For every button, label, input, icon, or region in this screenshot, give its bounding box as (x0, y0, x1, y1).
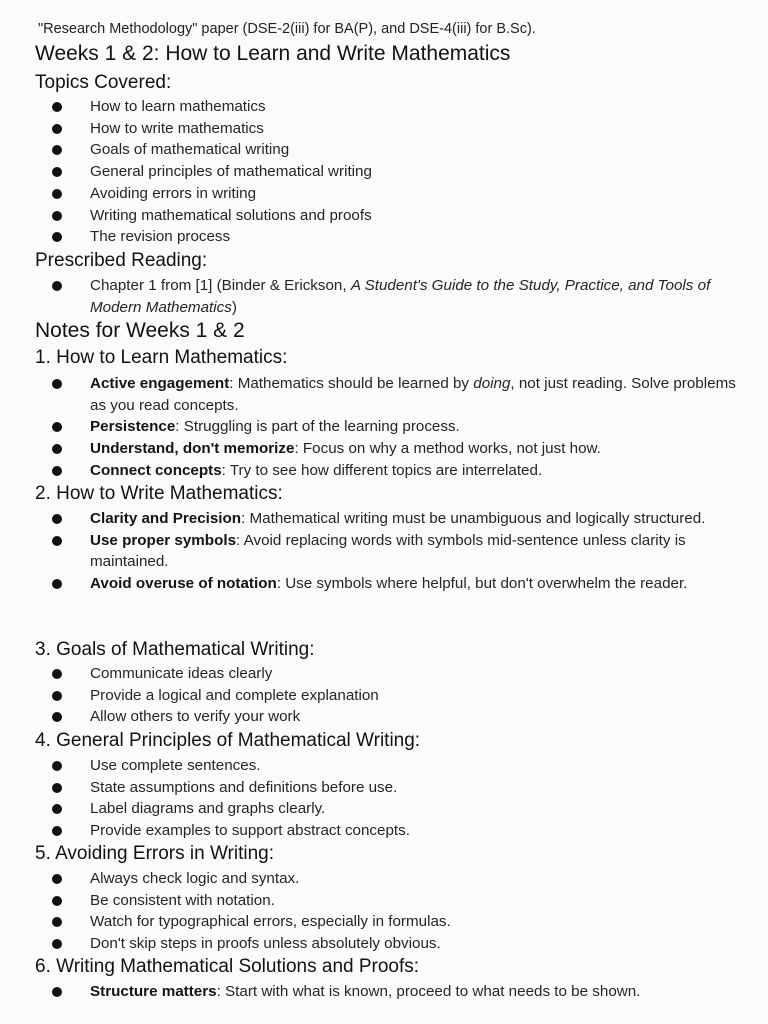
list-item: Allow others to verify your work (0, 706, 740, 728)
list-item: Always check logic and syntax. (0, 868, 740, 890)
bullet-icon (52, 167, 62, 177)
bullet-icon (52, 124, 62, 134)
section-5-list (0, 868, 740, 955)
bullet-icon (52, 783, 62, 793)
bullet-icon (52, 761, 62, 771)
list-item: Provide examples to support abstract concepts. (0, 820, 740, 842)
list-item: Label diagrams and graphs clearly. (0, 798, 740, 820)
bullet-icon (52, 514, 62, 524)
bullet-icon (52, 189, 62, 199)
bullet-icon (52, 281, 62, 291)
section-2-list (0, 508, 740, 595)
list-item: Chapter 1 from [1] (Binder & Erickson, A Student's Guide to the Study, Practice, and Tools of Modern Mathematics) (0, 275, 740, 318)
bullet-icon (52, 466, 62, 476)
list-item: Watch for typographical errors, especially in formulas. (0, 911, 740, 933)
section-6-list (0, 981, 740, 1003)
bullet-icon (52, 102, 62, 112)
list-item: Avoid overuse of notation: Use symbols where helpful, but don't overwhelm the reader. (0, 573, 740, 595)
list-item: Persistence: Struggling is part of the learning process. (0, 416, 740, 438)
list-item: How to learn mathematics (0, 96, 740, 118)
bullet-icon (52, 826, 62, 836)
bullet-icon (52, 896, 62, 906)
list-item: Goals of mathematical writing (0, 139, 740, 161)
bullet-icon (52, 669, 62, 679)
list-item: Communicate ideas clearly (0, 663, 740, 685)
list-item: Don't skip steps in proofs unless absolutely obvious. (0, 933, 740, 955)
section-3-list (0, 663, 740, 728)
section-4-list (0, 755, 740, 842)
week-title: Weeks 1 & 2: How to Learn and Write Mathematics (35, 42, 511, 65)
bullet-icon (52, 422, 62, 432)
section-1-list (0, 373, 740, 482)
bullet-icon (52, 536, 62, 546)
bullet-icon (52, 804, 62, 814)
topics-heading: Topics Covered: (35, 72, 172, 93)
bullet-icon (52, 917, 62, 927)
list-item: Structure matters: Start with what is known, proceed to what needs to be shown. (0, 981, 740, 1003)
bullet-icon (52, 145, 62, 155)
section-6-heading: 6. Writing Mathematical Solutions and Proofs: (35, 956, 420, 977)
bullet-icon (52, 379, 62, 389)
reading-heading: Prescribed Reading: (35, 250, 208, 271)
section-3-heading: 3. Goals of Mathematical Writing: (35, 639, 315, 660)
list-item: The revision process (0, 226, 740, 248)
section-1-heading: 1. How to Learn Mathematics: (35, 347, 288, 368)
list-item: General principles of mathematical writing (0, 161, 740, 183)
section-5-heading: 5. Avoiding Errors in Writing: (35, 843, 275, 864)
section-2-heading: 2. How to Write Mathematics: (35, 483, 283, 504)
bullet-icon (52, 939, 62, 949)
bullet-icon (52, 987, 62, 997)
list-item: Clarity and Precision: Mathematical writing must be unambiguous and logically structured. (0, 508, 740, 530)
bullet-icon (52, 444, 62, 454)
list-item: Use proper symbols: Avoid replacing words with symbols mid-sentence unless clarity is maintained. (0, 530, 740, 573)
intro-text: "Research Methodology" paper (DSE-2(iii) for BA(P), and DSE-4(iii) for B.Sc). (38, 21, 536, 37)
list-item: State assumptions and definitions before use. (0, 777, 740, 799)
topics-list (0, 96, 740, 248)
list-item: Writing mathematical solutions and proofs (0, 205, 740, 227)
list-item: Connect concepts: Try to see how different topics are interrelated. (0, 460, 740, 482)
bullet-icon (52, 691, 62, 701)
bullet-icon (52, 579, 62, 589)
book-title: A Student's Guide to the Study, Practice, and Tools of Modern Mathematics (90, 277, 711, 316)
list-item: Avoiding errors in writing (0, 183, 740, 205)
list-item: Active engagement: Mathematics should be learned by doing, not just reading. Solve problems as you read concepts. (0, 373, 740, 416)
list-item: Be consistent with notation. (0, 890, 740, 912)
bullet-icon (52, 211, 62, 221)
bullet-icon (52, 712, 62, 722)
bullet-icon (52, 874, 62, 884)
section-4-heading: 4. General Principles of Mathematical Writing: (35, 730, 421, 751)
bullet-icon (52, 232, 62, 242)
reading-list (0, 275, 740, 318)
notes-title: Notes for Weeks 1 & 2 (35, 319, 245, 342)
list-item: Provide a logical and complete explanation (0, 685, 740, 707)
list-item: How to write mathematics (0, 118, 740, 140)
list-item: Understand, don't memorize: Focus on why a method works, not just how. (0, 438, 740, 460)
list-item: Use complete sentences. (0, 755, 740, 777)
